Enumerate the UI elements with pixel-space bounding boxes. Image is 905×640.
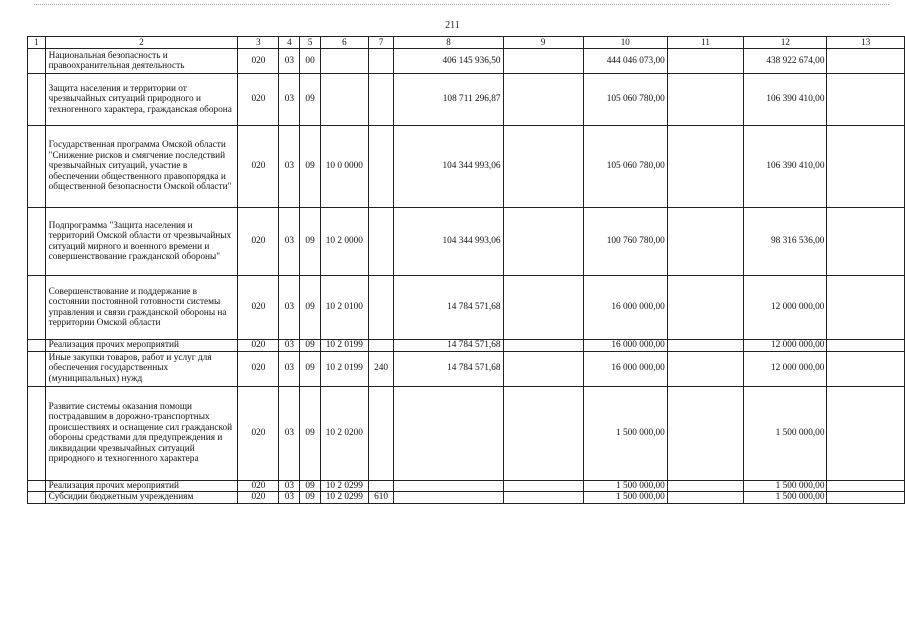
amount-cell — [667, 126, 743, 208]
amount-cell — [667, 208, 743, 276]
amount-cell: 12 000 000,00 — [744, 340, 827, 352]
amount-cell — [827, 74, 905, 126]
column-header: 9 — [503, 37, 583, 49]
column-header: 8 — [394, 37, 503, 49]
row-number-cell — [28, 492, 46, 504]
ministry-code-cell: 020 — [238, 340, 279, 352]
amount-cell — [667, 49, 743, 74]
budget-table — [27, 36, 905, 504]
section-code-cell: 03 — [279, 351, 300, 386]
table-body — [28, 49, 905, 504]
ministry-code-cell: 020 — [238, 74, 279, 126]
amount-cell: 16 000 000,00 — [583, 340, 667, 352]
description-cell: Реализация прочих мероприятий — [45, 480, 238, 492]
section-code-cell: 03 — [279, 492, 300, 504]
amount-cell: 438 922 674,00 — [744, 49, 827, 74]
subsection-code-cell: 09 — [300, 74, 321, 126]
column-header: 1 — [28, 37, 46, 49]
table-row — [28, 492, 905, 504]
column-header: 12 — [744, 37, 827, 49]
row-number-cell — [28, 126, 46, 208]
amount-cell: 106 390 410,00 — [744, 126, 827, 208]
ministry-code-cell: 020 — [238, 492, 279, 504]
expense-type-cell — [368, 126, 394, 208]
amount-cell: 100 760 780,00 — [583, 208, 667, 276]
amount-cell: 1 500 000,00 — [583, 480, 667, 492]
amount-cell — [827, 276, 905, 340]
column-header: 4 — [279, 37, 300, 49]
expense-type-cell: 240 — [368, 351, 394, 386]
target-article-cell: 10 2 0299 — [320, 480, 368, 492]
target-article-cell: 10 2 0199 — [320, 340, 368, 352]
row-number-cell — [28, 208, 46, 276]
row-number-cell — [28, 386, 46, 480]
amount-cell: 12 000 000,00 — [744, 351, 827, 386]
amount-cell — [667, 386, 743, 480]
column-header: 5 — [300, 37, 321, 49]
section-code-cell: 03 — [279, 480, 300, 492]
column-header: 13 — [827, 37, 905, 49]
amount-cell: 1 500 000,00 — [583, 492, 667, 504]
section-code-cell: 03 — [279, 340, 300, 352]
subsection-code-cell: 09 — [300, 276, 321, 340]
ministry-code-cell: 020 — [238, 126, 279, 208]
subsection-code-cell: 09 — [300, 386, 321, 480]
amount-cell — [503, 351, 583, 386]
table-row — [28, 49, 905, 74]
expense-type-cell — [368, 49, 394, 74]
amount-cell — [667, 276, 743, 340]
amount-cell — [394, 386, 503, 480]
ministry-code-cell: 020 — [238, 276, 279, 340]
top-dotted-rule — [34, 4, 889, 5]
target-article-cell — [320, 74, 368, 126]
expense-type-cell — [368, 386, 394, 480]
amount-cell — [827, 386, 905, 480]
amount-cell: 444 046 073,00 — [583, 49, 667, 74]
amount-cell — [503, 386, 583, 480]
ministry-code-cell: 020 — [238, 386, 279, 480]
row-number-cell — [28, 276, 46, 340]
amount-cell: 104 344 993,06 — [394, 126, 503, 208]
expense-type-cell — [368, 208, 394, 276]
description-cell: Реализация прочих мероприятий — [45, 340, 238, 352]
amount-cell — [667, 351, 743, 386]
expense-type-cell: 610 — [368, 492, 394, 504]
expense-type-cell — [368, 276, 394, 340]
section-code-cell: 03 — [279, 126, 300, 208]
table-row — [28, 74, 905, 126]
amount-cell: 14 784 571,68 — [394, 340, 503, 352]
target-article-cell — [320, 49, 368, 74]
amount-cell — [667, 74, 743, 126]
amount-cell — [503, 126, 583, 208]
target-article-cell: 10 2 0100 — [320, 276, 368, 340]
row-number-cell — [28, 480, 46, 492]
table-row — [28, 480, 905, 492]
amount-cell — [827, 49, 905, 74]
amount-cell — [503, 74, 583, 126]
amount-cell — [827, 492, 905, 504]
column-header: 6 — [320, 37, 368, 49]
amount-cell: 1 500 000,00 — [583, 386, 667, 480]
amount-cell: 14 784 571,68 — [394, 276, 503, 340]
amount-cell: 105 060 780,00 — [583, 74, 667, 126]
row-number-cell — [28, 340, 46, 352]
table-row — [28, 351, 905, 386]
amount-cell: 16 000 000,00 — [583, 351, 667, 386]
amount-cell: 105 060 780,00 — [583, 126, 667, 208]
amount-cell — [827, 208, 905, 276]
ministry-code-cell: 020 — [238, 480, 279, 492]
column-header: 11 — [667, 37, 743, 49]
amount-cell — [667, 492, 743, 504]
column-header: 2 — [45, 37, 238, 49]
expense-type-cell — [368, 480, 394, 492]
amount-cell: 106 390 410,00 — [744, 74, 827, 126]
amount-cell: 1 500 000,00 — [744, 492, 827, 504]
table-row — [28, 386, 905, 480]
amount-cell: 12 000 000,00 — [744, 276, 827, 340]
description-cell: Подпрограмма "Защита населения и территорий Омской области от чрезвычайных ситуаций мирного и военного времени и совершенствование гражданской обороны" — [45, 208, 238, 276]
section-code-cell: 03 — [279, 386, 300, 480]
amount-cell: 108 711 296,87 — [394, 74, 503, 126]
target-article-cell: 10 2 0199 — [320, 351, 368, 386]
expense-type-cell — [368, 340, 394, 352]
amount-cell — [827, 126, 905, 208]
amount-cell — [827, 480, 905, 492]
section-code-cell: 03 — [279, 208, 300, 276]
column-header: 10 — [583, 37, 667, 49]
amount-cell — [503, 276, 583, 340]
amount-cell: 16 000 000,00 — [583, 276, 667, 340]
section-code-cell: 03 — [279, 74, 300, 126]
amount-cell — [503, 49, 583, 74]
amount-cell — [503, 340, 583, 352]
amount-cell — [667, 480, 743, 492]
column-header: 7 — [368, 37, 394, 49]
description-cell: Защита населения и территории от чрезвычайных ситуаций природного и техногенного характера, гражданская оборона — [45, 74, 238, 126]
description-cell: Развитие системы оказания помощи пострадавшим в дорожно-транспортных происшествиях и оснащение сил гражданской обороны средствами для предупреждения и ликвидации чрезвычайных ситуаций природного и техногенного характера — [45, 386, 238, 480]
column-header: 3 — [238, 37, 279, 49]
amount-cell: 98 316 536,00 — [744, 208, 827, 276]
amount-cell: 406 145 936,50 — [394, 49, 503, 74]
subsection-code-cell: 09 — [300, 208, 321, 276]
table-row — [28, 340, 905, 352]
amount-cell: 104 344 993,06 — [394, 208, 503, 276]
amount-cell: 1 500 000,00 — [744, 480, 827, 492]
description-cell: Национальная безопасность и правоохранительная деятельность — [45, 49, 238, 74]
column-number-row — [28, 37, 905, 49]
target-article-cell: 10 2 0200 — [320, 386, 368, 480]
subsection-code-cell: 00 — [300, 49, 321, 74]
expense-type-cell — [368, 74, 394, 126]
row-number-cell — [28, 351, 46, 386]
ministry-code-cell: 020 — [238, 49, 279, 74]
target-article-cell: 10 0 0000 — [320, 126, 368, 208]
subsection-code-cell: 09 — [300, 126, 321, 208]
subsection-code-cell: 09 — [300, 351, 321, 386]
amount-cell: 14 784 571,68 — [394, 351, 503, 386]
target-article-cell: 10 2 0000 — [320, 208, 368, 276]
amount-cell — [503, 480, 583, 492]
amount-cell — [394, 492, 503, 504]
amount-cell — [503, 208, 583, 276]
subsection-code-cell: 09 — [300, 340, 321, 352]
section-code-cell: 03 — [279, 49, 300, 74]
description-cell: Субсидии бюджетным учреждениям — [45, 492, 238, 504]
section-code-cell: 03 — [279, 276, 300, 340]
page-number: 211 — [445, 20, 460, 31]
description-cell: Иные закупки товаров, работ и услуг для обеспечения государственных (муниципальных) нужд — [45, 351, 238, 386]
subsection-code-cell: 09 — [300, 480, 321, 492]
table-row — [28, 126, 905, 208]
amount-cell: 1 500 000,00 — [744, 386, 827, 480]
ministry-code-cell: 020 — [238, 208, 279, 276]
target-article-cell: 10 2 0299 — [320, 492, 368, 504]
row-number-cell — [28, 74, 46, 126]
table-row — [28, 276, 905, 340]
amount-cell — [394, 480, 503, 492]
subsection-code-cell: 09 — [300, 492, 321, 504]
amount-cell — [503, 492, 583, 504]
description-cell: Совершенствование и поддержание в состоянии постоянной готовности системы управления и связи гражданской обороны на территории Омской области — [45, 276, 238, 340]
amount-cell — [827, 351, 905, 386]
table-row — [28, 208, 905, 276]
amount-cell — [827, 340, 905, 352]
ministry-code-cell: 020 — [238, 351, 279, 386]
description-cell: Государственная программа Омской области "Снижение рисков и смягчение последствий чрезвычайных ситуаций, участие в обеспечении общественного правопорядка и общественной безопасности Омской области" — [45, 126, 238, 208]
amount-cell — [667, 340, 743, 352]
row-number-cell — [28, 49, 46, 74]
